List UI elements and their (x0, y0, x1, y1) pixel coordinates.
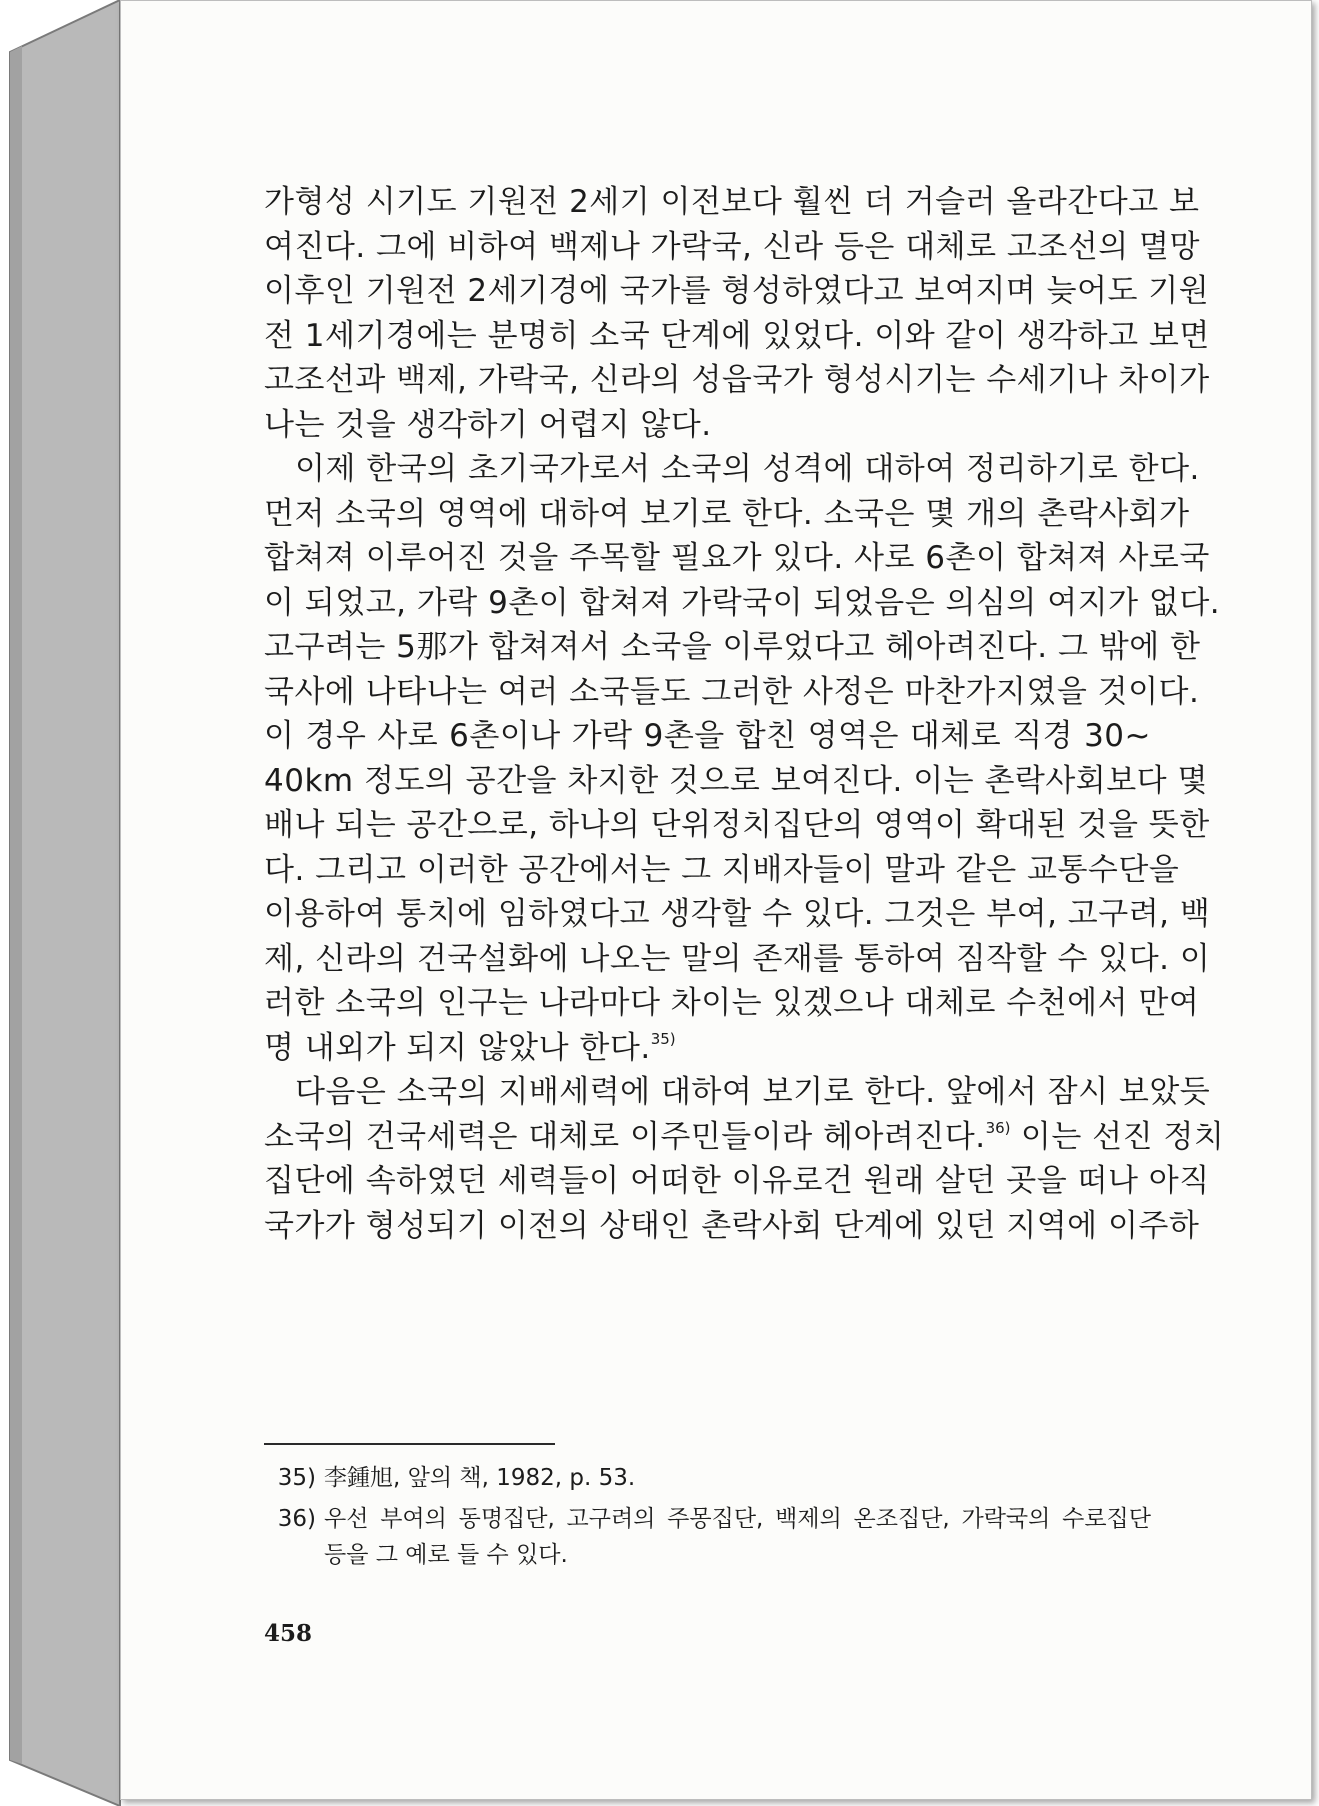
text-line: 제, 신라의 건국설화에 나오는 말의 존재를 통하여 짐작할 수 있다. 이 (264, 940, 1211, 977)
footnote-divider (264, 1443, 555, 1445)
text-line: 합쳐져 이루어진 것을 주목할 필요가 있다. 사로 6촌이 합쳐져 사로국 (264, 540, 1210, 576)
text-line: 다음은 소국의 지배세력에 대하여 보기로 한다. 앞에서 잠시 보았듯 (295, 1074, 1211, 1110)
text-line: 국사에 나타나는 여러 소국들도 그러한 사정은 마찬가지였을 것이다. (264, 673, 1200, 710)
footnote-36 (264, 1501, 1151, 1573)
footnote-ref-36[interactable]: 36) (985, 1118, 1011, 1137)
footnote-text (324, 1501, 1151, 1573)
text-line: 나는 것을 생각하기 어렵지 않다. (264, 406, 712, 443)
text-line: 40km 정도의 공간을 차지한 것으로 보여진다. 이는 촌락사회보다 몇 (264, 762, 1208, 799)
text-line: 이제 한국의 초기국가로서 소국의 성격에 대하여 정리하기로 한다. (295, 451, 1200, 487)
paragraph-2 (264, 447, 1221, 1070)
footnote-35 (264, 1460, 1151, 1496)
footnote-text (324, 1460, 1151, 1496)
text-line: 이 되었고, 가락 9촌이 합쳐져 가락국이 되었음은 의심의 여지가 없다. (264, 584, 1221, 621)
text-line-with-footnote (264, 1115, 1225, 1160)
text-line: 국가가 형성되기 이전의 상태인 촌락사회 단계에 있던 지역에 이주하 (264, 1207, 1200, 1244)
text-line: 전 1세기경에는 분명히 소국 단계에 있었다. 이와 같이 생각하고 보면 (264, 317, 1210, 354)
text-line-with-footnote (264, 1026, 1151, 1071)
footnote-line: 우선 부여의 동명집단, 고구려의 주몽집단, 백제의 온조집단, 가락국의 수로집단 (324, 1506, 1151, 1532)
text-line: 집단에 속하였던 세력들이 어떠한 이유로건 원래 살던 곳을 떠나 아직 (264, 1163, 1210, 1199)
text-line: 이용하여 통치에 임하였다고 생각할 수 있다. 그것은 부여, 고구려, 백 (264, 896, 1211, 932)
text-line: 배나 되는 공간으로, 하나의 단위정치집단의 영역이 확대된 것을 뜻한 (264, 807, 1210, 843)
text-line: 고구려는 5那가 합쳐져서 소국을 이루었다고 헤아려진다. 그 밖에 한 (264, 629, 1201, 665)
text-line: 이 경우 사로 6촌이나 가락 9촌을 합친 영역은 대체로 직경 30~ (264, 718, 1151, 754)
page-body (264, 180, 1225, 1248)
text-line: 이후인 기원전 2세기경에 국가를 형성하였다고 보여지며 늦어도 기원 (264, 273, 1210, 309)
footnote-number: 36) (277, 1506, 316, 1532)
text-line: 가형성 시기도 기원전 2세기 이전보다 훨씬 더 거슬러 올라간다고 보 (264, 184, 1200, 220)
text-line: 러한 소국의 인구는 나라마다 차이는 있겠으나 대체로 수천에서 만여 (264, 985, 1200, 1021)
spine-side (10, 0, 120, 1806)
spine-shade (10, 46, 22, 1764)
text-line: 고조선과 백제, 가락국, 신라의 성읍국가 형성시기는 수세기나 차이가 (264, 362, 1210, 398)
text-line: 먼저 소국의 영역에 대하여 보기로 한다. 소국은 몇 개의 촌락사회가 (264, 495, 1190, 532)
text-line: 명 내외가 되지 않았나 한다. (264, 1029, 651, 1066)
text-line: 여진다. 그에 비하여 백제나 가락국, 신라 등은 대체로 고조선의 멸망 (264, 228, 1200, 265)
text-line: 다. 그리고 이러한 공간에서는 그 지배자들이 말과 같은 교통수단을 (264, 851, 1180, 888)
footnote-number: 35) (277, 1465, 316, 1491)
text-line: 소국의 건국세력은 대체로 이주민들이라 헤아려진다. (264, 1118, 986, 1155)
footnote-line: 李鍾旭, 앞의 책, 1982, p. 53. (324, 1465, 636, 1491)
page-number: 458 (264, 1620, 313, 1647)
footnote-ref-35[interactable]: 35) (650, 1029, 676, 1048)
paragraph-3 (264, 1070, 1225, 1248)
paragraph-1 (264, 180, 1210, 447)
footnotes (264, 1460, 1151, 1578)
footnote-line: 등을 그 예로 들 수 있다. (324, 1542, 568, 1568)
text-line-tail: 이는 선진 정치 (1010, 1118, 1225, 1155)
